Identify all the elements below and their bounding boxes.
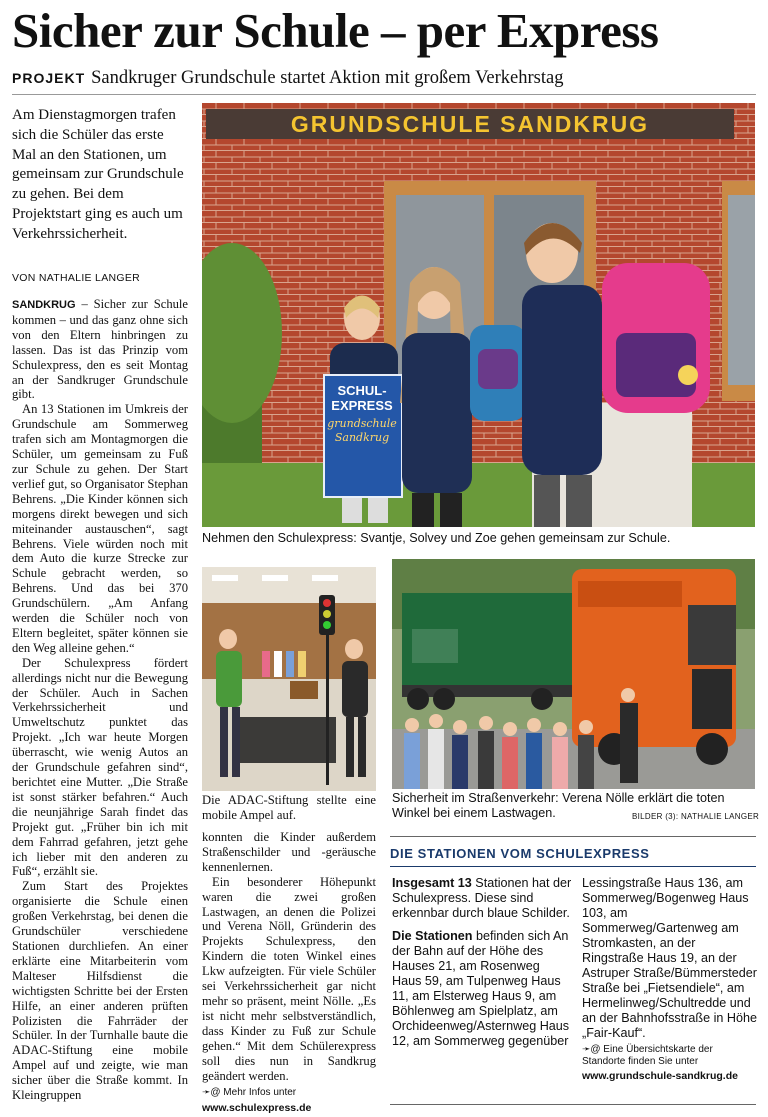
body-paragraph: An 13 Stationen im Umkreis der Grundschule am Sommerweg trafen sich am Montagmorgen die Schüler, um gemeinsam zu Fuß zur Schule zu gehen. Der Start verlief gut, so Organisator Stephan Behrens. „Die Kinder können sich morgens direkt bewegen und sich miteinander austauschen“, sagt Behrens. Viele würden noch mit dem Auto die kurze Strecke zur Schule gebracht werden, so Behrens. Und das bei 370 Grundschülern. „Am Anfang werden die Schüler noch von Eltern begleitet, später können sie den Weg alleine gehen.“ — [12, 402, 188, 655]
subheadline — [12, 66, 563, 90]
body-paragraph: SANDKRUG – Sicher zur Schule kommen – und das ganz ohne sich von den Eltern hinbringen zu lassen. Das ist das Prinzip vom Schulexpress, den es seit Montag an der Sandkruger Grundschule gibt. — [12, 297, 188, 402]
truck-photo-caption: Sicherheit im Straßenverkehr: Verena Nölle erklärt die toten Winkel bei einem Lastwagen. — [392, 791, 725, 820]
more-info-link[interactable]: www.schulexpress.de — [202, 1102, 312, 1115]
photo-credit: BILDER (3): NATHALIE LANGER — [632, 812, 760, 821]
body-paragraph: konnten die Kinder außerdem Straßenschilder und -geräusche kennenlernen. — [202, 830, 376, 874]
gym-photo-caption: Die ADAC-Stiftung stellte eine mobile Ampel auf. — [202, 793, 376, 822]
box-column-1 — [392, 876, 572, 1049]
lead-paragraph: Am Dienstagmorgen trafen sich die Schüler das erste Mal an den Stationen, um gemeinsam zur Grundschule zu gehen. Bei dem Projektstart ging es auch um Verkehrssicherheit. — [12, 107, 184, 242]
body-paragraph: Ein besonderer Höhepunkt waren die zwei großen Lastwagen, an denen die Polizei und Verena Nöll, Gründerin des Projekts Schulexpress, den Kindern die toten Winkel eines Lkw aufzeigten. Für viele Schüler sei Verkehrssicherheit gar nicht mehr so präsent, meint Nölle. „Es ist nicht mehr selbstverständlich, dass Kinder zu Fuß zur Schule gehen.“ Mit dem Schülerexpress soll dies nun in Sandkrug geändert werden. — [202, 874, 376, 1083]
gym-photo — [202, 567, 376, 791]
school-sign-text: GRUNDSCHULE SANDKRUG — [290, 111, 650, 137]
subheadline-text: Sandkruger Grundschule startet Aktion mit großem Verkehrstag — [91, 68, 564, 88]
box-column-2 — [582, 876, 758, 1084]
more-info-label: ➛@ Mehr Infos unter — [202, 1087, 297, 1099]
headline-rule — [12, 94, 756, 95]
body-paragraph: Zum Start des Projektes organisierte die Schule einen großen Verkehrstag, bei denen die Grundschüler verschiedene Stationen durchliefen. An einer erklärte eine Mitarbeiterin vom Malteser Hilfsdienst die wichtigsten Schritte bei der Ersten Hilfe, an einer anderen prüften Polizisten die Fahrräder der Schüler. In der Turnhalle baute die ADAC-Stiftung eine mobile Ampel auf und zeigte, wie man sicher über die Straße kommt. In Kleingruppen — [12, 879, 188, 1103]
body-paragraph: Der Schulexpress fördert allerdings nicht nur die Bewegung der Schüler. Auch in Sachen Verkehrssicherheit und Umweltschutz punktet das Projekt. „Ich war heute Morgen überrascht, wie wenig Autos an der Grundschule gefahren sind“, berichtet eine Mutter. „Die Straße ist sonst stärker befahren.“ Auch die neunjährige Sarah findet das Projekt gut. „Früher bin ich mit dem Fahrrad gefahren, jetzt gehe ich lieber mit den anderen zu Fuß“, erzählt sie. — [12, 655, 188, 879]
map-link[interactable]: www.grundschule-sandkrug.de — [582, 1070, 738, 1082]
body-column-2 — [202, 830, 376, 1117]
main-photo-caption: Nehmen den Schulexpress: Svantje, Solvey und Zoe gehen gemeinsam zur Schule. — [202, 531, 671, 545]
body-column-1 — [12, 297, 188, 1103]
poster-text: SCHUL- — [337, 383, 387, 398]
box-title: DIE STATIONEN VOM SCHULEXPRESS — [390, 846, 650, 861]
box-title-rule — [390, 866, 756, 867]
main-photo — [202, 103, 755, 527]
truck-photo-illustration — [392, 559, 755, 789]
truck-photo — [392, 559, 755, 789]
svg-text:Sandkrug: Sandkrug — [334, 431, 390, 444]
main-photo-illustration — [202, 103, 755, 527]
byline: VON NATHALIE LANGER — [12, 272, 141, 284]
box-paragraph: Lessingstraße Haus 136, am Sommerweg/Bogenweg Haus 103, am Sommerweg/Gartenweg am Stromkasten, an der Ringstraße Haus 19, an der Astruper Straße/Bümmersteder Straße bei „Fietsendiele“, am Hermelinweg/Schultredde und an der Bahnhofsstraße in Höhe „Fair-Kauf“. — [582, 876, 758, 1040]
kicker-label: PROJEKT — [12, 70, 86, 86]
box-bottom-rule — [390, 1104, 756, 1105]
headline: Sicher zur Schule – per Express — [12, 3, 659, 58]
svg-text:grundschule: grundschule — [327, 417, 397, 430]
gym-photo-illustration — [202, 567, 376, 791]
box-paragraph: Insgesamt 13 Stationen hat der Schulexpress. Diese sind erkennbar durch blaue Schilder. — [392, 876, 572, 920]
svg-text:EXPRESS: EXPRESS — [331, 398, 393, 413]
box-top-rule — [390, 836, 756, 837]
more-info — [202, 1086, 376, 1117]
dateline: SANDKRUG — [12, 299, 76, 311]
box-paragraph: Die Stationen befinden sich An der Bahn auf der Höhe des Hauses 21, am Rosenweg Haus 59, am Tulpenweg Haus 11, am Elsterweg Haus 9, am Böhlenweg am Spielplatz, am Orchideenweg/Asternweg Haus 12, am Sommerweg gegenüber — [392, 929, 570, 1048]
map-note: ➛@ Eine Übersichtskarte der Standorte finden Sie unter — [582, 1044, 713, 1067]
